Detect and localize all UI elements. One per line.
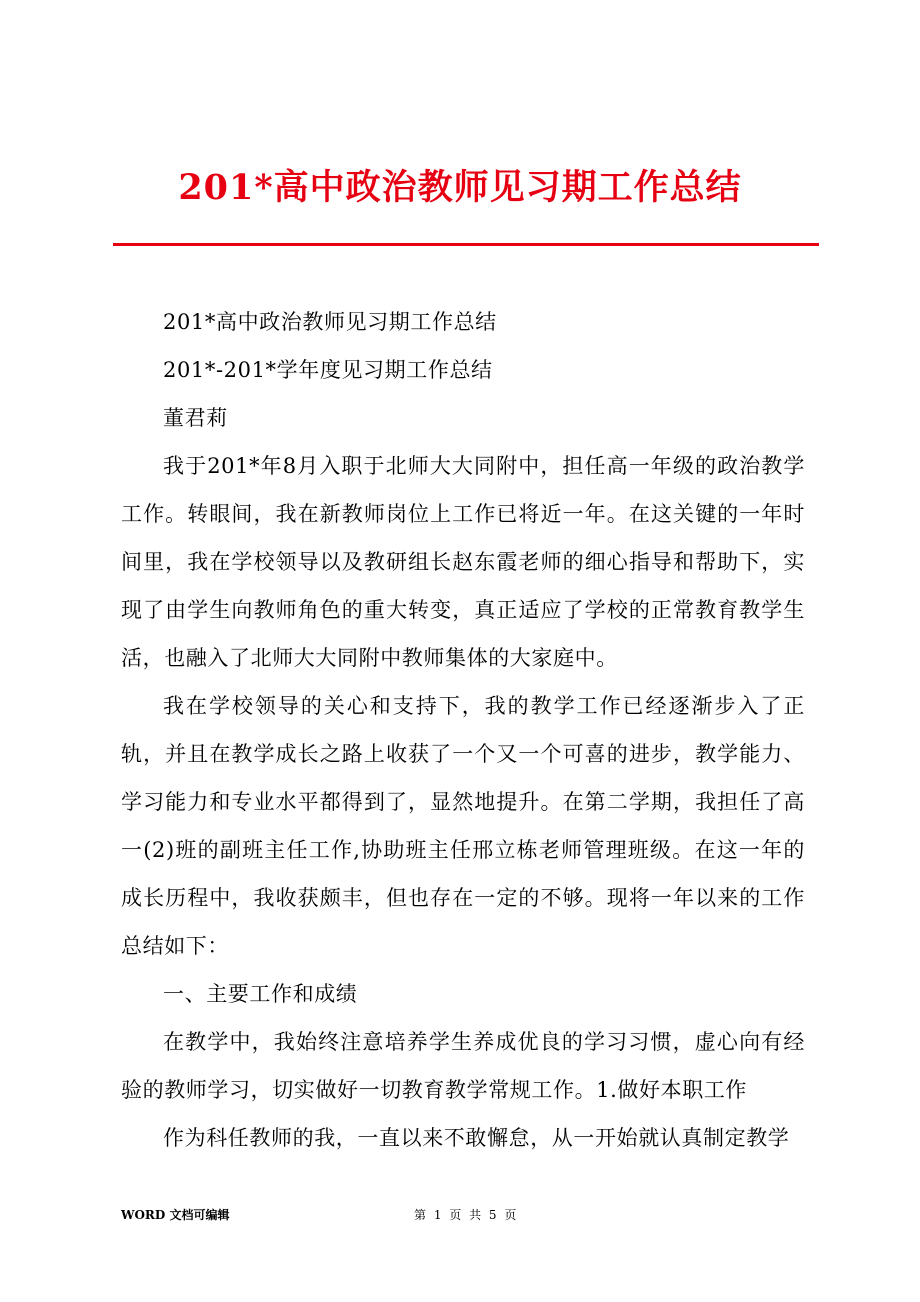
document-body	[121, 298, 805, 1162]
paragraph: 在教学中，我始终注意培养学生养成优良的学习习惯，虚心向有经验的教师学习，切实做好一切教育教学常规工作。1.做好本职工作	[121, 1030, 805, 1102]
paragraph: 我于201*年8月入职于北师大大同附中，担任高一年级的政治教学工作。转眼间，我在新教师岗位上工作已将近一年。在这关键的一年时间里，我在学校领导以及教研组长赵东霞老师的细心指导和帮助下，实现了由学生向教师角色的重大转变，真正适应了学校的正常教育教学生活，也融入了北师大大同附中教师集体的大家庭中。	[121, 454, 805, 670]
paragraph: 我在学校领导的关心和支持下，我的教学工作已经逐渐步入了正轨，并且在教学成长之路上收获了一个又一个可喜的进步，教学能力、学习能力和专业水平都得到了，显然地提升。在第二学期，我担任了高一(2)班的副班主任工作,协助班主任邢立栋老师管理班级。在这一年的成长历程中，我收获颇丰，但也存在一定的不够。现将一年以来的工作总结如下：	[121, 694, 805, 958]
author-name: 董君莉	[163, 406, 228, 430]
document-title: 201*高中政治教师见习期工作总结	[178, 167, 742, 208]
paragraph: 作为科任教师的我，一直以来不敢懈怠，从一开始就认真制定教学	[163, 1126, 790, 1150]
footer-label: WORD 文档可编辑	[121, 1208, 230, 1222]
paragraph: 201*高中政治教师见习期工作总结	[163, 310, 497, 334]
title-divider	[113, 243, 819, 246]
paragraph: 201*-201*学年度见习期工作总结	[163, 358, 493, 382]
section-heading: 一、主要工作和成绩	[163, 982, 358, 1006]
page-number: 第 1 页 共 5 页	[414, 1208, 517, 1222]
